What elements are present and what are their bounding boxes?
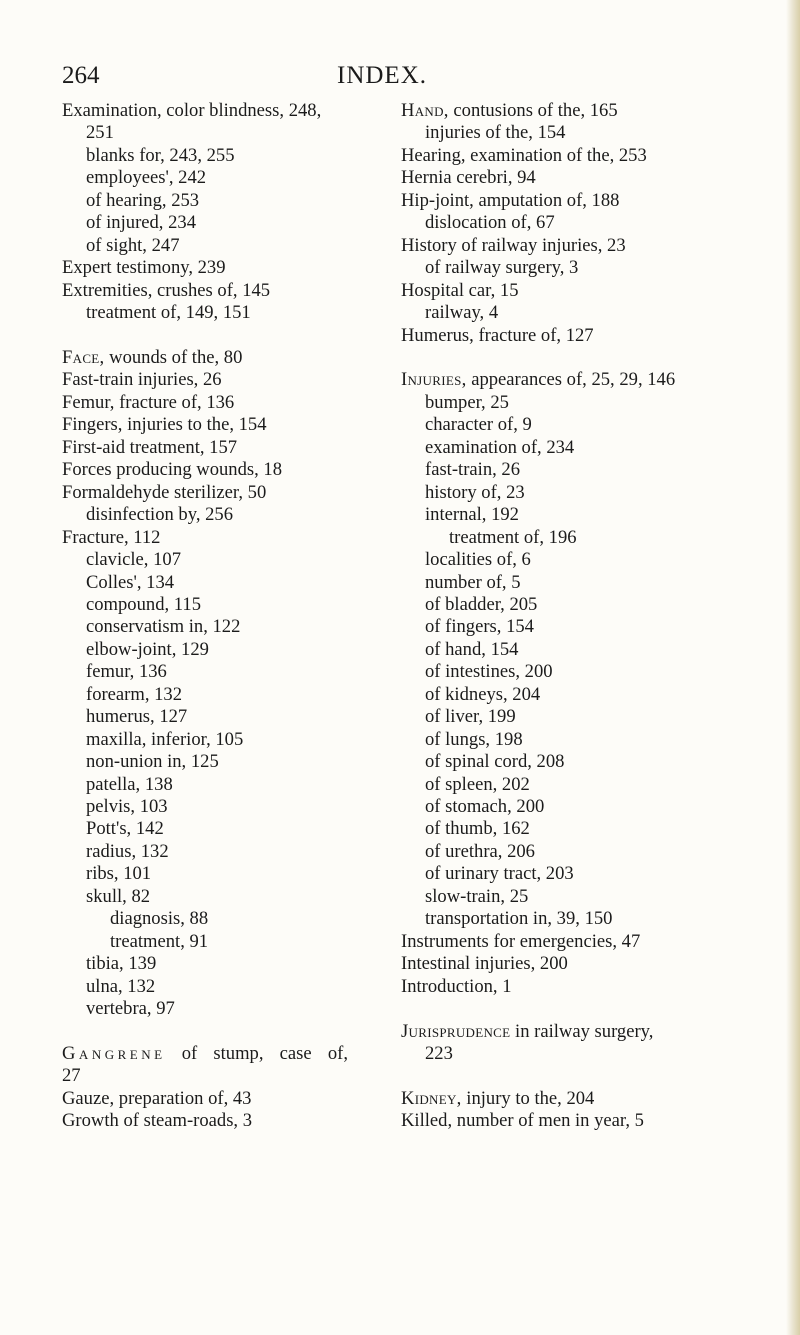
index-subentry-dislocation: dislocation of, 67 xyxy=(425,212,555,234)
hand-text: contusions of the, 165 xyxy=(448,100,618,121)
index-subentry: Colles', 134 xyxy=(86,571,175,593)
index-subentry-internal-treatment: treatment of, 196 xyxy=(449,526,577,548)
index-entry: Femur, fracture of, 136 xyxy=(62,391,235,413)
index-entry: Forces producing wounds, 18 xyxy=(62,459,283,481)
gangrene-word: case xyxy=(279,1043,312,1064)
index-subentry: elbow-joint, 129 xyxy=(86,638,209,660)
index-subentry: pelvis, 103 xyxy=(86,796,168,818)
gangrene-word: stump, xyxy=(213,1043,264,1064)
index-subentry: forearm, 132 xyxy=(86,683,183,705)
index-subentry: vertebra, 97 xyxy=(86,998,175,1020)
index-subentry: of urethra, 206 xyxy=(425,840,535,862)
index-subentry: internal, 192 xyxy=(425,504,519,526)
letter-gap xyxy=(401,347,771,369)
index-entry: Growth of steam-roads, 3 xyxy=(62,1110,253,1132)
page-edge xyxy=(786,0,800,1335)
jurisprudence-text: in railway surgery, xyxy=(510,1020,654,1042)
index-subentry: of fingers, 154 xyxy=(425,616,534,638)
face-heading: Face, xyxy=(62,346,105,368)
kidney-heading: Kidney, xyxy=(401,1087,462,1109)
injuries-text: appearances of, 25, 29, 146 xyxy=(466,369,676,391)
index-subentry-extremities-treatment: treatment of, 149, 151 xyxy=(86,302,251,324)
index-subentry: of liver, 199 xyxy=(425,706,516,728)
index-subentry: ribs, 101 xyxy=(86,863,152,885)
index-entry-injuries xyxy=(401,369,771,391)
index-subentry: history of, 23 xyxy=(425,481,525,503)
index-subentry: non-union in, 125 xyxy=(86,751,219,773)
index-subentry-disinfection: disinfection by, 256 xyxy=(86,504,234,526)
letter-gap xyxy=(62,1021,362,1043)
index-entry: Formaldehyde sterilizer, 50 xyxy=(62,481,267,503)
index-column-right xyxy=(401,100,771,1133)
hand-heading: Hand, xyxy=(401,100,449,121)
index-entry: Gauze, preparation of, 43 xyxy=(62,1087,252,1109)
index-subentry: femur, 136 xyxy=(86,661,167,683)
index-entry-hospital: Hospital car, 15 xyxy=(401,279,519,301)
letter-gap xyxy=(62,325,362,347)
index-subentry: transportation in, 39, 150 xyxy=(425,908,613,930)
index-subentry: of hand, 154 xyxy=(425,638,519,660)
kidney-text: injury to the, 204 xyxy=(461,1087,595,1109)
index-subentry: slow-train, 25 xyxy=(425,885,529,907)
index-subentry: radius, 132 xyxy=(86,840,169,862)
index-subentry: of sight, 247 xyxy=(86,234,180,256)
index-subentry: conservatism in, 122 xyxy=(86,616,241,638)
index-subentry: tibia, 139 xyxy=(86,953,157,975)
index-subentry: compound, 115 xyxy=(86,593,201,615)
index-entry: Introduction, 1 xyxy=(401,975,512,997)
page-title: INDEX. xyxy=(337,62,428,89)
index-subentry: patella, 138 xyxy=(86,773,173,795)
index-column-left xyxy=(62,100,362,1133)
index-entry-expert: Expert testimony, 239 xyxy=(62,257,226,279)
gangrene-heading: Gangrene xyxy=(62,1043,166,1064)
index-subentry: of intestines, 200 xyxy=(425,661,553,683)
letter-gap xyxy=(401,998,771,1020)
index-entry-continuation: 223 xyxy=(425,1043,453,1064)
index-entry-kidney xyxy=(401,1088,771,1110)
letter-gap xyxy=(401,1065,771,1087)
index-subentry: of spinal cord, 208 xyxy=(425,751,565,773)
index-subentry: of injured, 234 xyxy=(86,212,196,234)
index-subsubentry: diagnosis, 88 xyxy=(110,908,209,930)
index-subentry: skull, 82 xyxy=(86,885,151,907)
index-entry-continuation: 251 xyxy=(86,122,114,144)
index-subentry: of bladder, 205 xyxy=(425,593,538,615)
index-subentry: Pott's, 142 xyxy=(86,818,164,840)
jurisprudence-heading: Jurisprudence xyxy=(401,1020,511,1042)
index-entry-continuation: 27 xyxy=(62,1065,81,1087)
index-subentry: maxilla, inferior, 105 xyxy=(86,728,244,750)
index-entry-jurisprudence xyxy=(401,1021,771,1043)
index-entry-fracture: Fracture, 112 xyxy=(62,526,161,548)
index-subentry-history-surgery: of railway surgery, 3 xyxy=(425,257,579,279)
index-subentry: of spleen, 202 xyxy=(425,773,530,795)
index-entry-history: History of railway injuries, 23 xyxy=(401,234,626,256)
index-entry: First-aid treatment, 157 xyxy=(62,436,238,458)
gangrene-word: of xyxy=(181,1043,198,1064)
index-entry: Hearing, examination of the, 253 xyxy=(401,144,647,166)
index-entry: Fast-train injuries, 26 xyxy=(62,369,222,391)
index-subentry: employees', 242 xyxy=(86,167,207,189)
index-subentry: ulna, 132 xyxy=(86,975,156,997)
gangrene-word: of, xyxy=(327,1043,348,1064)
index-entry: Intestinal injuries, 200 xyxy=(401,953,568,975)
index-subentry: fast-train, 26 xyxy=(425,459,521,481)
index-subentry: bumper, 25 xyxy=(425,391,509,413)
index-subentry-hospital-railway: railway, 4 xyxy=(425,302,499,324)
index-entry-hand xyxy=(401,100,771,122)
index-subentry: of stomach, 200 xyxy=(425,796,545,818)
face-text: wounds of the, 80 xyxy=(104,346,243,368)
index-subentry: of hearing, 253 xyxy=(86,189,200,211)
page-header xyxy=(62,62,722,94)
injuries-heading: Injuries, xyxy=(401,369,467,391)
index-subentry: character of, 9 xyxy=(425,414,532,436)
index-subsubentry: treatment, 91 xyxy=(110,930,209,952)
index-entry: Fingers, injuries to the, 154 xyxy=(62,414,267,436)
index-subentry: number of, 5 xyxy=(425,571,521,593)
index-entry: Instruments for emergencies, 47 xyxy=(401,930,641,952)
index-subentry: humerus, 127 xyxy=(86,706,188,728)
index-entry: Hip-joint, amputation of, 188 xyxy=(401,189,620,211)
page-number: 264 xyxy=(62,62,100,89)
index-subentry: of thumb, 162 xyxy=(425,818,530,840)
index-entry-face xyxy=(62,347,362,369)
index-entry: Hernia cerebri, 94 xyxy=(401,167,536,189)
index-entry-examination: Examination, color blindness, 248, xyxy=(62,100,322,121)
index-subentry-hand-injuries: injuries of the, 154 xyxy=(425,122,566,144)
index-entry-gangrene xyxy=(62,1043,348,1065)
index-entry-extremities: Extremities, crushes of, 145 xyxy=(62,279,271,301)
index-subentry: clavicle, 107 xyxy=(86,549,181,571)
index-subentry: of urinary tract, 203 xyxy=(425,863,574,885)
index-entry-humerus: Humerus, fracture of, 127 xyxy=(401,324,594,346)
index-subentry: of kidneys, 204 xyxy=(425,683,541,705)
index-subentry: examination of, 234 xyxy=(425,436,575,458)
index-entry-killed: Killed, number of men in year, 5 xyxy=(401,1110,644,1132)
index-subentry: blanks for, 243, 255 xyxy=(86,144,235,166)
index-subentry: localities of, 6 xyxy=(425,549,531,571)
index-subentry: of lungs, 198 xyxy=(425,728,523,750)
